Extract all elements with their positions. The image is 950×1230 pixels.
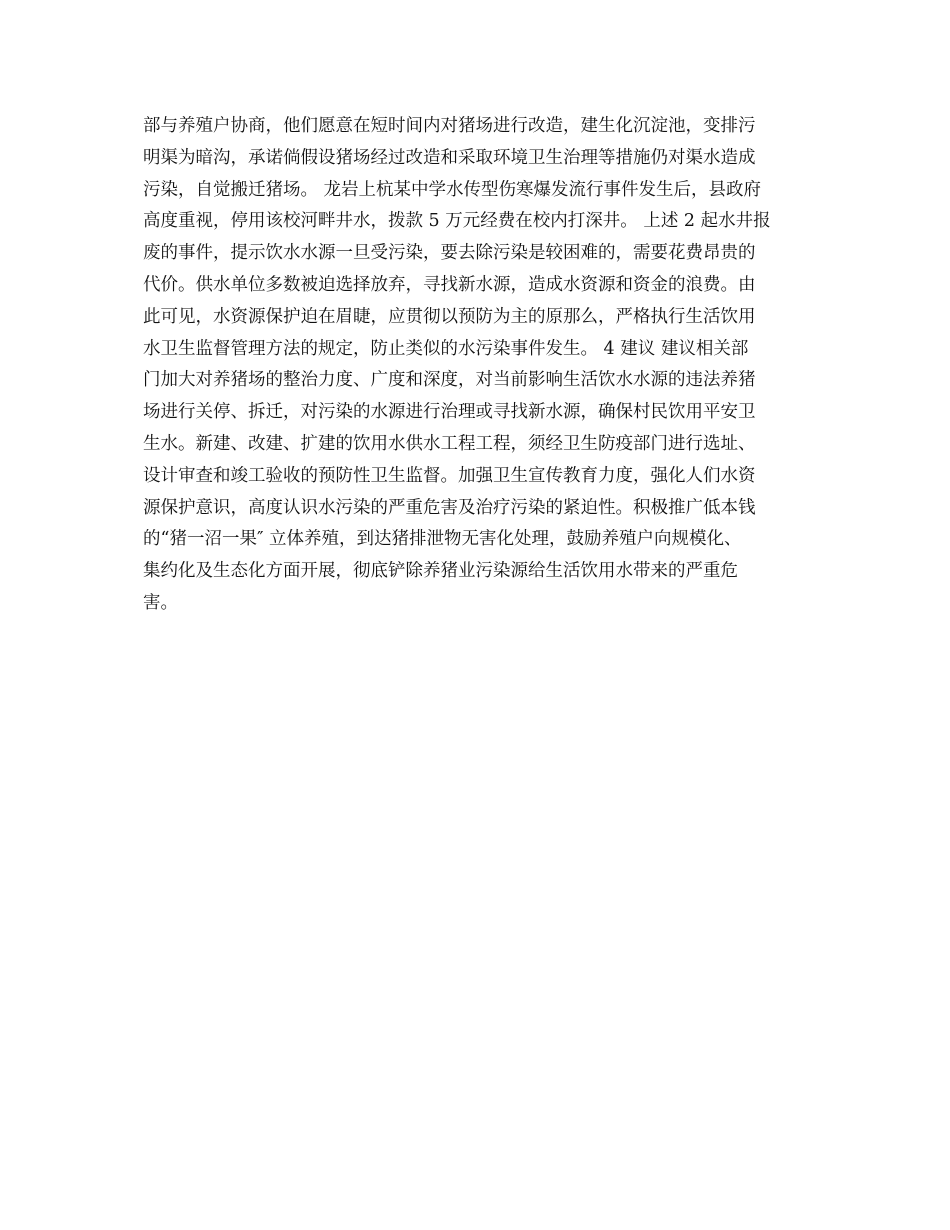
text-line: 设计审查和竣工验收的预防性卫生监督。加强卫生宣传教育力度，强化人们水资	[143, 465, 756, 486]
text-line: 生水。新建、改建、扩建的饮用水供水工程工程，须经卫生防疫部门进行选址、	[143, 433, 756, 454]
text-line: 集约化及生态化方面开展，彻底铲除养猪业污染源给生活饮用水带来的严重危	[143, 561, 738, 582]
text-line: 场进行关停、拆迁，对污染的水源进行治理或寻找新水源，确保村民饮用平安卫	[143, 402, 756, 423]
text-line: 代价。供水单位多数被迫选择放弃，寻找新水源，造成水资源和资金的浪费。由	[143, 274, 756, 295]
text-line: 害。	[143, 592, 178, 613]
text-line: 高度重视，停用该校河畔井水，拨款 5 万元经费在校内打深井。 上述 2 起水井报	[143, 211, 771, 232]
text-line: 的“猪一沼一果″ 立体养殖，到达猪排泄物无害化处理，鼓励养殖户向规模化、	[143, 529, 742, 550]
text-line: 门加大对养猪场的整治力度、广度和深度，对当前影响生活饮水水源的违法养猪	[143, 370, 756, 391]
text-line: 水卫生监督管理方法的规定，防止类似的水污染事件发生。 4 建议 建议相关部	[143, 338, 749, 359]
text-line: 部与养殖户协商，他们愿意在短时间内对猪场进行改造，建生化沉淀池，变排污	[143, 116, 756, 136]
text-line: 源保护意识，高度认识水污染的严重危害及治疗污染的紧迫性。积极推广低本钱	[143, 497, 756, 518]
text-line: 明渠为暗沟，承诺倘假设猪场经过改造和采取环境卫生治理等措施仍对渠水造成	[143, 147, 756, 168]
text-line: 废的事件，提示饮水水源一旦受污染，要去除污染是较困难的，需要花费昂贵的	[143, 243, 756, 264]
text-line: 污染，自觉搬迁猪场。 龙岩上杭某中学水传型伤寒爆发流行事件发生后，县政府	[143, 179, 762, 200]
text-line: 此可见，水资源保护迫在眉睫，应贯彻以预防为主的原那么，严格执行生活饮用	[143, 306, 756, 327]
body-text	[143, 111, 823, 620]
